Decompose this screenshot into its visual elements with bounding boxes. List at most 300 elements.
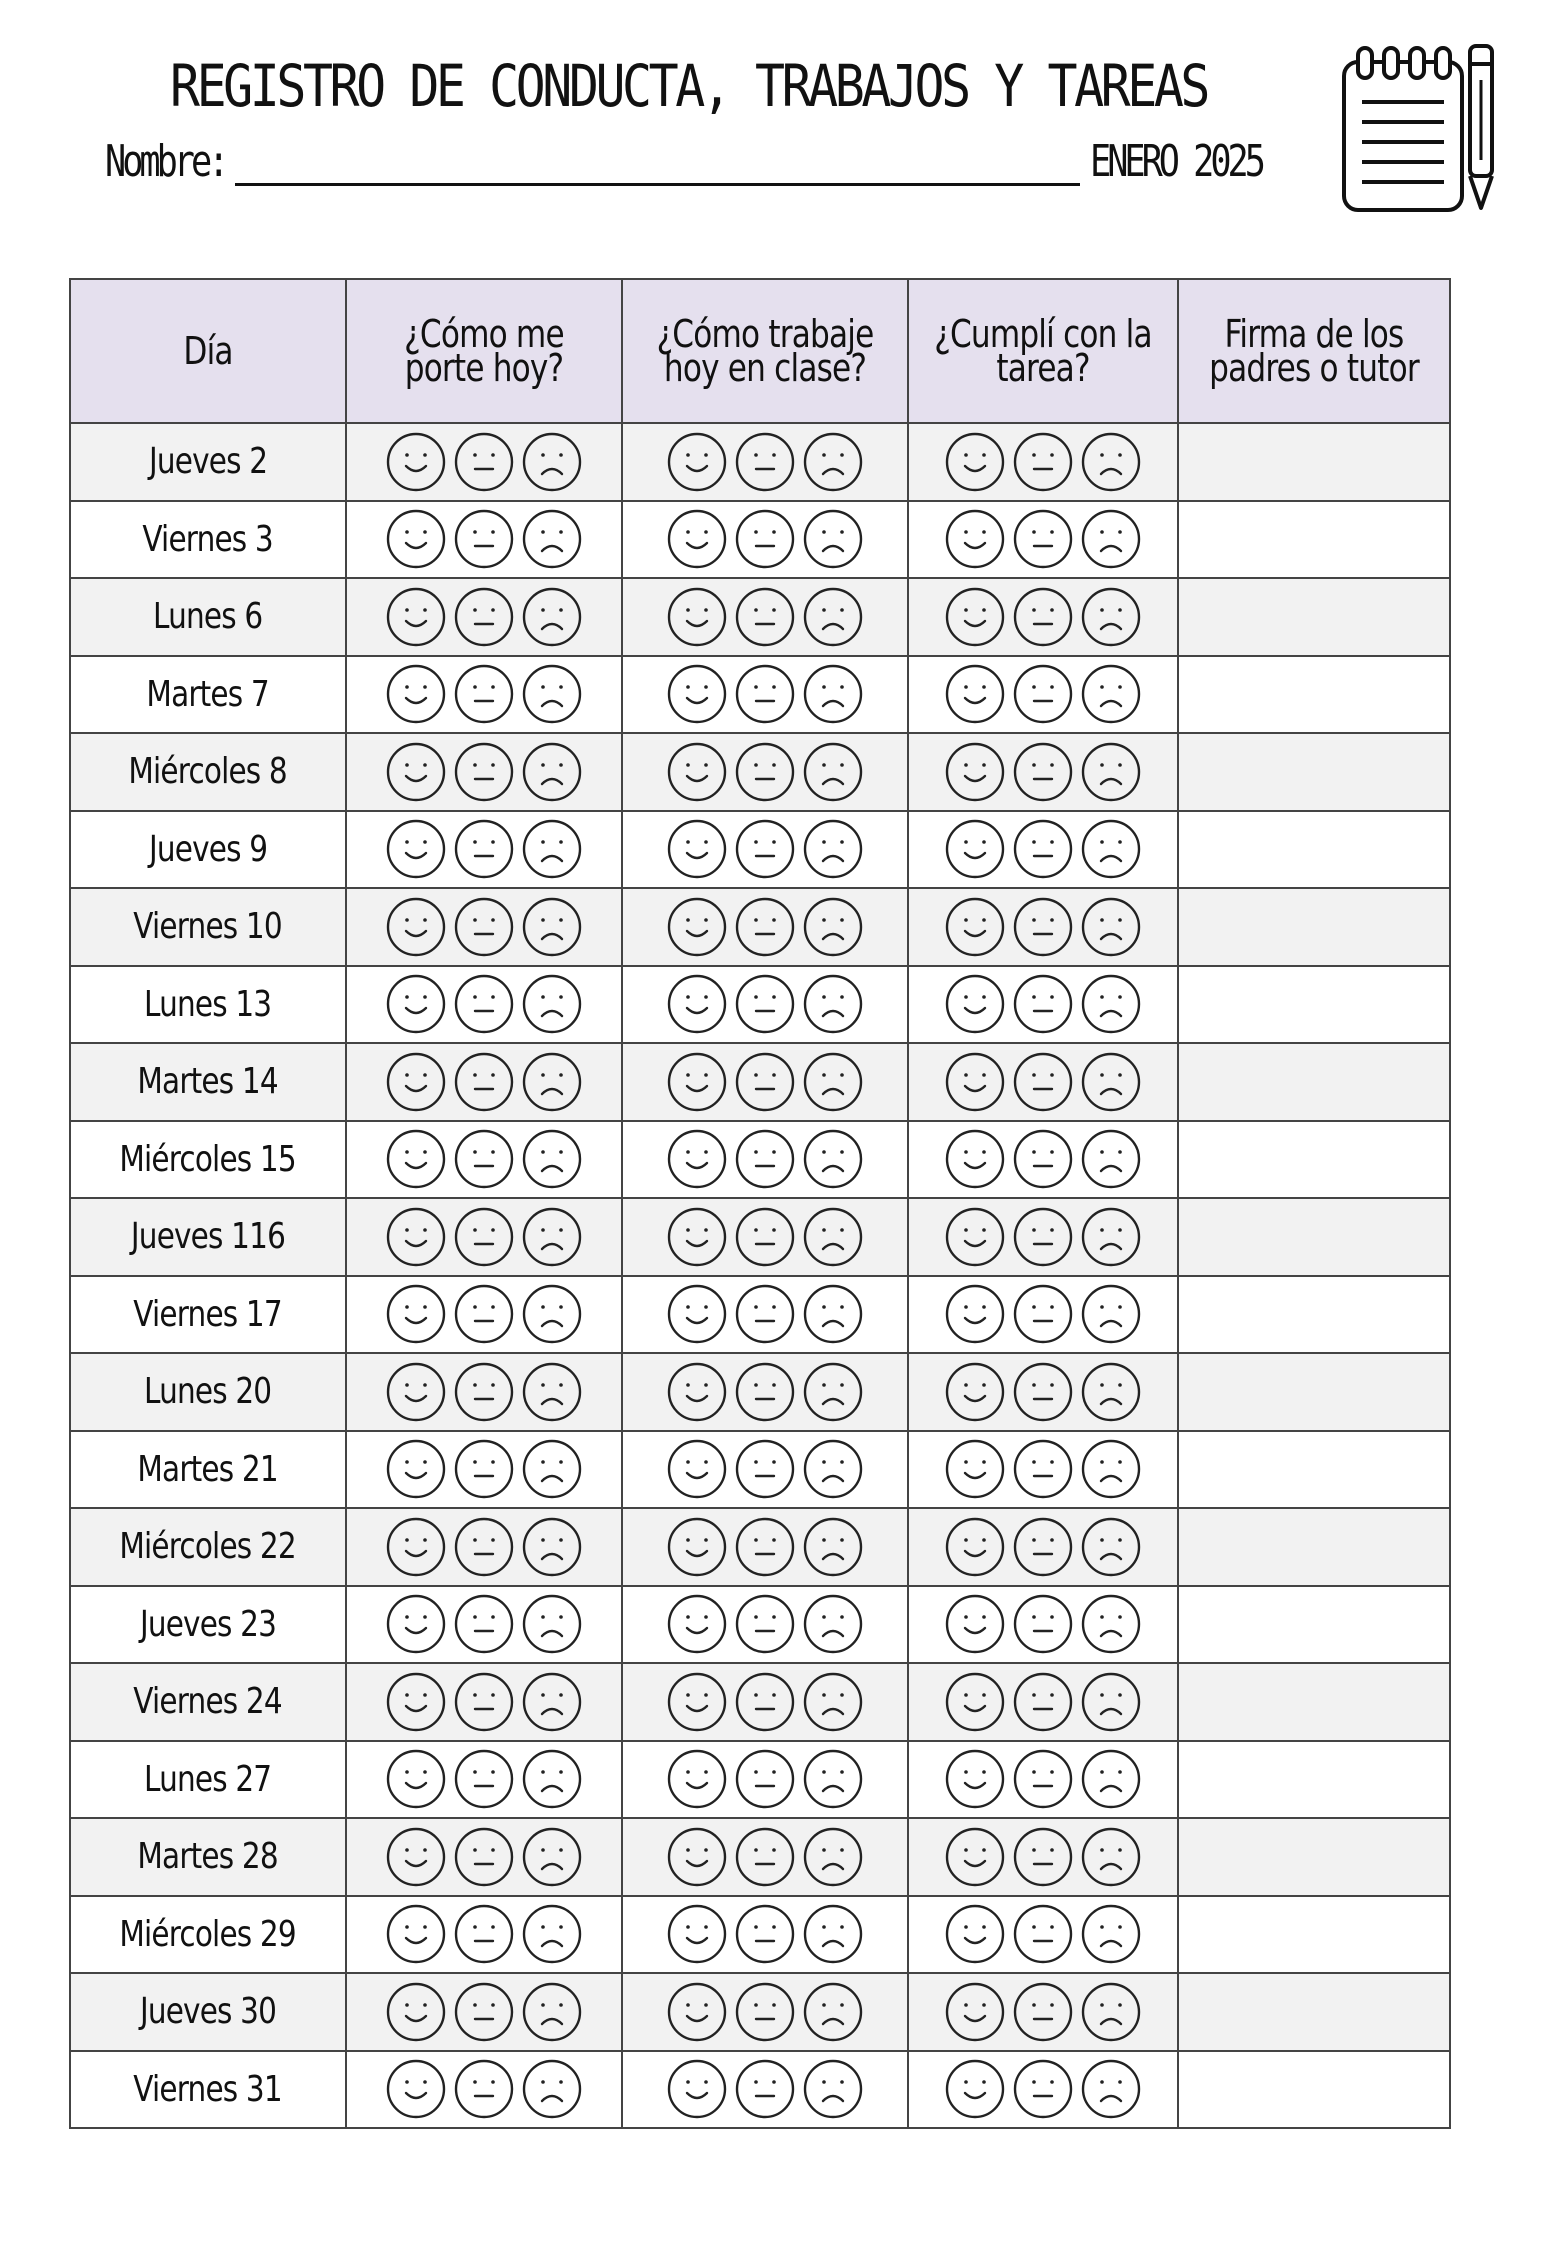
sad-face-icon[interactable] <box>1080 2058 1142 2120</box>
happy-face-icon[interactable] <box>385 1903 447 1965</box>
happy-face-icon[interactable] <box>666 1903 728 1965</box>
sad-face-icon[interactable] <box>1080 1593 1142 1655</box>
sad-face-icon[interactable] <box>1080 1283 1142 1345</box>
neutral-face-icon[interactable] <box>453 1206 515 1268</box>
happy-face-icon[interactable] <box>666 1206 728 1268</box>
happy-face-icon[interactable] <box>666 663 728 725</box>
day-cell <box>70 1973 346 2051</box>
neutral-face-icon[interactable] <box>1012 1361 1074 1423</box>
homework-face-options <box>909 1128 1177 1190</box>
signature-cell[interactable] <box>1178 1431 1450 1509</box>
neutral-face-icon[interactable] <box>1012 586 1074 648</box>
happy-face-icon[interactable] <box>385 2058 447 2120</box>
neutral-face-icon[interactable] <box>453 1593 515 1655</box>
sad-face-icon[interactable] <box>521 1826 583 1888</box>
sad-face-icon[interactable] <box>802 2058 864 2120</box>
behavior-face-options <box>347 1438 621 1500</box>
neutral-face-icon[interactable] <box>734 1671 796 1733</box>
neutral-face-icon[interactable] <box>734 1051 796 1113</box>
happy-face-icon[interactable] <box>944 1903 1006 1965</box>
neutral-face-icon[interactable] <box>453 1826 515 1888</box>
happy-face-icon[interactable] <box>944 1438 1006 1500</box>
happy-face-icon[interactable] <box>944 1671 1006 1733</box>
neutral-face-icon[interactable] <box>1012 1593 1074 1655</box>
sad-face-icon[interactable] <box>802 1593 864 1655</box>
work-face-options <box>623 1516 907 1578</box>
happy-face-icon[interactable] <box>385 1826 447 1888</box>
sad-face-icon[interactable] <box>1080 586 1142 648</box>
signature-cell[interactable] <box>1178 1663 1450 1741</box>
happy-face-icon[interactable] <box>944 508 1006 570</box>
neutral-face-icon[interactable] <box>734 896 796 958</box>
work-face-options <box>623 1593 907 1655</box>
happy-face-icon[interactable] <box>385 586 447 648</box>
happy-face-icon[interactable] <box>944 1206 1006 1268</box>
happy-face-icon[interactable] <box>944 741 1006 803</box>
neutral-face-icon[interactable] <box>1012 1128 1074 1190</box>
month-label: ENERO 2025 <box>1090 136 1262 187</box>
sad-face-icon[interactable] <box>1080 1516 1142 1578</box>
sad-face-icon[interactable] <box>1080 508 1142 570</box>
signature-cell[interactable] <box>1178 733 1450 811</box>
work-face-options <box>623 2058 907 2120</box>
day-label: Lunes 6 <box>153 596 263 638</box>
happy-face-icon[interactable] <box>666 1051 728 1113</box>
neutral-face-icon[interactable] <box>453 1981 515 2043</box>
sad-face-icon[interactable] <box>521 1981 583 2043</box>
happy-face-icon[interactable] <box>666 1438 728 1500</box>
sad-face-icon[interactable] <box>802 896 864 958</box>
sad-face-icon[interactable] <box>521 2058 583 2120</box>
work-face-options <box>623 1903 907 1965</box>
happy-face-icon[interactable] <box>944 1051 1006 1113</box>
sad-face-icon[interactable] <box>802 508 864 570</box>
neutral-face-icon[interactable] <box>453 741 515 803</box>
happy-face-icon[interactable] <box>666 818 728 880</box>
happy-face-icon[interactable] <box>385 1671 447 1733</box>
work-rating-cell <box>622 1508 908 1586</box>
sad-face-icon[interactable] <box>521 1206 583 1268</box>
behavior-rating-cell <box>346 1508 622 1586</box>
signature-cell[interactable] <box>1178 2051 1450 2129</box>
day-label: Lunes 20 <box>144 1371 272 1413</box>
happy-face-icon[interactable] <box>944 1361 1006 1423</box>
sad-face-icon[interactable] <box>802 1206 864 1268</box>
happy-face-icon[interactable] <box>385 508 447 570</box>
happy-face-icon[interactable] <box>944 973 1006 1035</box>
homework-face-options <box>909 741 1177 803</box>
sad-face-icon[interactable] <box>521 431 583 493</box>
neutral-face-icon[interactable] <box>734 508 796 570</box>
happy-face-icon[interactable] <box>385 1748 447 1810</box>
happy-face-icon[interactable] <box>666 1748 728 1810</box>
neutral-face-icon[interactable] <box>734 1361 796 1423</box>
happy-face-icon[interactable] <box>944 1283 1006 1345</box>
neutral-face-icon[interactable] <box>453 1438 515 1500</box>
table-row <box>70 1896 1450 1974</box>
neutral-face-icon[interactable] <box>1012 1516 1074 1578</box>
neutral-face-icon[interactable] <box>734 1128 796 1190</box>
sad-face-icon[interactable] <box>802 1826 864 1888</box>
happy-face-icon[interactable] <box>944 1981 1006 2043</box>
sad-face-icon[interactable] <box>521 1748 583 1810</box>
neutral-face-icon[interactable] <box>1012 1283 1074 1345</box>
behavior-rating-cell <box>346 1818 622 1896</box>
day-label: Jueves 2 <box>148 441 268 483</box>
sad-face-icon[interactable] <box>521 1128 583 1190</box>
sad-face-icon[interactable] <box>802 818 864 880</box>
sad-face-icon[interactable] <box>802 1981 864 2043</box>
happy-face-icon[interactable] <box>385 1283 447 1345</box>
neutral-face-icon[interactable] <box>453 896 515 958</box>
work-rating-cell <box>622 1741 908 1819</box>
sad-face-icon[interactable] <box>521 1593 583 1655</box>
happy-face-icon[interactable] <box>385 1206 447 1268</box>
neutral-face-icon[interactable] <box>734 2058 796 2120</box>
homework-face-options <box>909 1671 1177 1733</box>
neutral-face-icon[interactable] <box>1012 1438 1074 1500</box>
sad-face-icon[interactable] <box>802 1283 864 1345</box>
work-rating-cell <box>622 1043 908 1121</box>
signature-cell[interactable] <box>1178 501 1450 579</box>
work-face-options <box>623 586 907 648</box>
sad-face-icon[interactable] <box>521 1438 583 1500</box>
happy-face-icon[interactable] <box>944 818 1006 880</box>
neutral-face-icon[interactable] <box>734 1438 796 1500</box>
happy-face-icon[interactable] <box>944 1748 1006 1810</box>
neutral-face-icon[interactable] <box>1012 1051 1074 1113</box>
happy-face-icon[interactable] <box>944 1516 1006 1578</box>
name-row <box>105 128 1320 188</box>
neutral-face-icon[interactable] <box>1012 1826 1074 1888</box>
sad-face-icon[interactable] <box>802 1516 864 1578</box>
happy-face-icon[interactable] <box>666 1671 728 1733</box>
happy-face-icon[interactable] <box>944 1826 1006 1888</box>
behavior-rating-cell <box>346 1121 622 1199</box>
happy-face-icon[interactable] <box>385 896 447 958</box>
sad-face-icon[interactable] <box>521 663 583 725</box>
homework-rating-cell <box>908 423 1178 501</box>
behavior-rating-cell <box>346 578 622 656</box>
neutral-face-icon[interactable] <box>453 1671 515 1733</box>
neutral-face-icon[interactable] <box>453 1128 515 1190</box>
neutral-face-icon[interactable] <box>1012 1206 1074 1268</box>
neutral-face-icon[interactable] <box>734 431 796 493</box>
work-rating-cell <box>622 1818 908 1896</box>
homework-face-options <box>909 431 1177 493</box>
behavior-rating-cell <box>346 966 622 1044</box>
day-label: Lunes 13 <box>144 983 272 1025</box>
behavior-rating-cell <box>346 656 622 734</box>
neutral-face-icon[interactable] <box>734 973 796 1035</box>
signature-cell[interactable] <box>1178 966 1450 1044</box>
table-row <box>70 1353 1450 1431</box>
homework-face-options <box>909 1903 1177 1965</box>
neutral-face-icon[interactable] <box>734 1903 796 1965</box>
happy-face-icon[interactable] <box>666 1128 728 1190</box>
day-label: Viernes 31 <box>133 2068 283 2110</box>
behavior-face-options <box>347 741 621 803</box>
neutral-face-icon[interactable] <box>1012 1903 1074 1965</box>
day-cell <box>70 1043 346 1121</box>
neutral-face-icon[interactable] <box>453 1516 515 1578</box>
behavior-face-options <box>347 1748 621 1810</box>
behavior-face-options <box>347 1981 621 2043</box>
sad-face-icon[interactable] <box>521 818 583 880</box>
happy-face-icon[interactable] <box>944 586 1006 648</box>
neutral-face-icon[interactable] <box>734 1748 796 1810</box>
sad-face-icon[interactable] <box>802 1748 864 1810</box>
happy-face-icon[interactable] <box>944 1128 1006 1190</box>
sad-face-icon[interactable] <box>521 1051 583 1113</box>
happy-face-icon[interactable] <box>666 741 728 803</box>
happy-face-icon[interactable] <box>944 896 1006 958</box>
neutral-face-icon[interactable] <box>734 818 796 880</box>
behavior-face-options <box>347 431 621 493</box>
signature-cell[interactable] <box>1178 656 1450 734</box>
neutral-face-icon[interactable] <box>1012 431 1074 493</box>
happy-face-icon[interactable] <box>385 1593 447 1655</box>
behavior-rating-cell <box>346 1043 622 1121</box>
day-cell <box>70 966 346 1044</box>
table-row <box>70 1121 1450 1199</box>
neutral-face-icon[interactable] <box>453 431 515 493</box>
sad-face-icon[interactable] <box>802 973 864 1035</box>
signature-cell[interactable] <box>1178 1043 1450 1121</box>
table-row <box>70 733 1450 811</box>
happy-face-icon[interactable] <box>385 818 447 880</box>
sad-face-icon[interactable] <box>521 1283 583 1345</box>
behavior-rating-cell <box>346 1663 622 1741</box>
happy-face-icon[interactable] <box>385 1361 447 1423</box>
neutral-face-icon[interactable] <box>734 1283 796 1345</box>
behavior-rating-cell <box>346 1586 622 1664</box>
work-face-options <box>623 1671 907 1733</box>
happy-face-icon[interactable] <box>944 431 1006 493</box>
happy-face-icon[interactable] <box>666 1516 728 1578</box>
happy-face-icon[interactable] <box>666 586 728 648</box>
happy-face-icon[interactable] <box>666 1593 728 1655</box>
neutral-face-icon[interactable] <box>734 586 796 648</box>
neutral-face-icon[interactable] <box>1012 1981 1074 2043</box>
happy-face-icon[interactable] <box>666 1826 728 1888</box>
happy-face-icon[interactable] <box>385 741 447 803</box>
behavior-face-options <box>347 508 621 570</box>
day-label: Viernes 3 <box>142 518 274 560</box>
neutral-face-icon[interactable] <box>1012 1671 1074 1733</box>
happy-face-icon[interactable] <box>944 2058 1006 2120</box>
behavior-rating-cell <box>346 2051 622 2129</box>
table-row <box>70 1508 1450 1586</box>
neutral-face-icon[interactable] <box>453 1283 515 1345</box>
neutral-face-icon[interactable] <box>1012 663 1074 725</box>
day-cell <box>70 423 346 501</box>
happy-face-icon[interactable] <box>385 973 447 1035</box>
col-header-day: Día <box>70 279 346 423</box>
behavior-rating-cell <box>346 423 622 501</box>
happy-face-icon[interactable] <box>944 663 1006 725</box>
behavior-rating-cell <box>346 1896 622 1974</box>
sad-face-icon[interactable] <box>521 741 583 803</box>
sad-face-icon[interactable] <box>802 1051 864 1113</box>
sad-face-icon[interactable] <box>1080 1206 1142 1268</box>
happy-face-icon[interactable] <box>666 973 728 1035</box>
table-row <box>70 888 1450 966</box>
neutral-face-icon[interactable] <box>1012 896 1074 958</box>
sad-face-icon[interactable] <box>802 1128 864 1190</box>
behavior-rating-cell <box>346 1276 622 1354</box>
neutral-face-icon[interactable] <box>453 973 515 1035</box>
neutral-face-icon[interactable] <box>1012 508 1074 570</box>
sad-face-icon[interactable] <box>802 663 864 725</box>
happy-face-icon[interactable] <box>666 1361 728 1423</box>
neutral-face-icon[interactable] <box>453 508 515 570</box>
happy-face-icon[interactable] <box>666 1981 728 2043</box>
sad-face-icon[interactable] <box>521 896 583 958</box>
signature-cell[interactable] <box>1178 1586 1450 1664</box>
signature-cell[interactable] <box>1178 423 1450 501</box>
behavior-face-options <box>347 1671 621 1733</box>
work-rating-cell <box>622 423 908 501</box>
signature-cell[interactable] <box>1178 578 1450 656</box>
sad-face-icon[interactable] <box>802 741 864 803</box>
sad-face-icon[interactable] <box>1080 431 1142 493</box>
sad-face-icon[interactable] <box>521 973 583 1035</box>
homework-face-options <box>909 2058 1177 2120</box>
name-field[interactable] <box>235 183 1080 186</box>
sad-face-icon[interactable] <box>1080 1903 1142 1965</box>
day-cell <box>70 501 346 579</box>
neutral-face-icon[interactable] <box>1012 2058 1074 2120</box>
behavior-face-options <box>347 1516 621 1578</box>
happy-face-icon[interactable] <box>385 1438 447 1500</box>
neutral-face-icon[interactable] <box>453 1903 515 1965</box>
neutral-face-icon[interactable] <box>453 1051 515 1113</box>
neutral-face-icon[interactable] <box>734 741 796 803</box>
sad-face-icon[interactable] <box>1080 1128 1142 1190</box>
day-label: Miércoles 29 <box>119 1913 297 1955</box>
neutral-face-icon[interactable] <box>453 1748 515 1810</box>
sad-face-icon[interactable] <box>1080 818 1142 880</box>
neutral-face-icon[interactable] <box>453 818 515 880</box>
signature-cell[interactable] <box>1178 811 1450 889</box>
signature-cell[interactable] <box>1178 1741 1450 1819</box>
sad-face-icon[interactable] <box>1080 973 1142 1035</box>
happy-face-icon[interactable] <box>385 1516 447 1578</box>
page-title: REGISTRO DE CONDUCTA, TRABAJOS Y TAREAS <box>170 52 1208 120</box>
homework-rating-cell <box>908 1121 1178 1199</box>
homework-rating-cell <box>908 1198 1178 1276</box>
sad-face-icon[interactable] <box>1080 1051 1142 1113</box>
happy-face-icon[interactable] <box>385 1128 447 1190</box>
signature-cell[interactable] <box>1178 1121 1450 1199</box>
happy-face-icon[interactable] <box>385 1051 447 1113</box>
neutral-face-icon[interactable] <box>734 1516 796 1578</box>
sad-face-icon[interactable] <box>1080 1826 1142 1888</box>
neutral-face-icon[interactable] <box>734 1593 796 1655</box>
day-label: Jueves 30 <box>139 1991 277 2033</box>
happy-face-icon[interactable] <box>385 1981 447 2043</box>
sad-face-icon[interactable] <box>1080 1981 1142 2043</box>
sad-face-icon[interactable] <box>802 1438 864 1500</box>
happy-face-icon[interactable] <box>666 431 728 493</box>
signature-cell[interactable] <box>1178 888 1450 966</box>
happy-face-icon[interactable] <box>944 1593 1006 1655</box>
day-cell <box>70 811 346 889</box>
day-label: Miércoles 8 <box>128 751 288 793</box>
day-label: Viernes 24 <box>133 1681 283 1723</box>
neutral-face-icon[interactable] <box>734 1826 796 1888</box>
neutral-face-icon[interactable] <box>1012 818 1074 880</box>
sad-face-icon[interactable] <box>802 431 864 493</box>
neutral-face-icon[interactable] <box>734 1206 796 1268</box>
sad-face-icon[interactable] <box>1080 1748 1142 1810</box>
sad-face-icon[interactable] <box>1080 1671 1142 1733</box>
sad-face-icon[interactable] <box>802 1671 864 1733</box>
day-label: Viernes 17 <box>133 1293 283 1335</box>
behavior-rating-cell <box>346 733 622 811</box>
signature-cell[interactable] <box>1178 1896 1450 1974</box>
day-label: Martes 14 <box>137 1061 279 1103</box>
sad-face-icon[interactable] <box>521 586 583 648</box>
neutral-face-icon[interactable] <box>453 2058 515 2120</box>
neutral-face-icon[interactable] <box>734 663 796 725</box>
happy-face-icon[interactable] <box>666 2058 728 2120</box>
sad-face-icon[interactable] <box>521 1361 583 1423</box>
behavior-face-options <box>347 1128 621 1190</box>
signature-cell[interactable] <box>1178 1353 1450 1431</box>
neutral-face-icon[interactable] <box>453 663 515 725</box>
sad-face-icon[interactable] <box>802 1903 864 1965</box>
signature-cell[interactable] <box>1178 1818 1450 1896</box>
behavior-face-options <box>347 1593 621 1655</box>
day-cell <box>70 1353 346 1431</box>
happy-face-icon[interactable] <box>666 508 728 570</box>
happy-face-icon[interactable] <box>385 431 447 493</box>
sad-face-icon[interactable] <box>1080 663 1142 725</box>
sad-face-icon[interactable] <box>1080 896 1142 958</box>
day-cell <box>70 1818 346 1896</box>
neutral-face-icon[interactable] <box>453 1361 515 1423</box>
neutral-face-icon[interactable] <box>453 586 515 648</box>
col-header-signature: Firma de los padres o tutor <box>1178 279 1450 423</box>
day-label: Martes 7 <box>146 673 270 715</box>
sad-face-icon[interactable] <box>1080 741 1142 803</box>
neutral-face-icon[interactable] <box>1012 741 1074 803</box>
signature-cell[interactable] <box>1178 1198 1450 1276</box>
work-face-options <box>623 896 907 958</box>
sad-face-icon[interactable] <box>521 1903 583 1965</box>
sad-face-icon[interactable] <box>802 586 864 648</box>
sad-face-icon[interactable] <box>521 1516 583 1578</box>
sad-face-icon[interactable] <box>521 1671 583 1733</box>
signature-cell[interactable] <box>1178 1508 1450 1586</box>
day-label: Lunes 27 <box>144 1758 272 1800</box>
sad-face-icon[interactable] <box>1080 1438 1142 1500</box>
happy-face-icon[interactable] <box>385 663 447 725</box>
sad-face-icon[interactable] <box>521 508 583 570</box>
happy-face-icon[interactable] <box>666 896 728 958</box>
neutral-face-icon[interactable] <box>734 1981 796 2043</box>
homework-face-options <box>909 1593 1177 1655</box>
signature-cell[interactable] <box>1178 1973 1450 2051</box>
neutral-face-icon[interactable] <box>1012 1748 1074 1810</box>
signature-cell[interactable] <box>1178 1276 1450 1354</box>
sad-face-icon[interactable] <box>802 1361 864 1423</box>
neutral-face-icon[interactable] <box>1012 973 1074 1035</box>
sad-face-icon[interactable] <box>1080 1361 1142 1423</box>
happy-face-icon[interactable] <box>666 1283 728 1345</box>
